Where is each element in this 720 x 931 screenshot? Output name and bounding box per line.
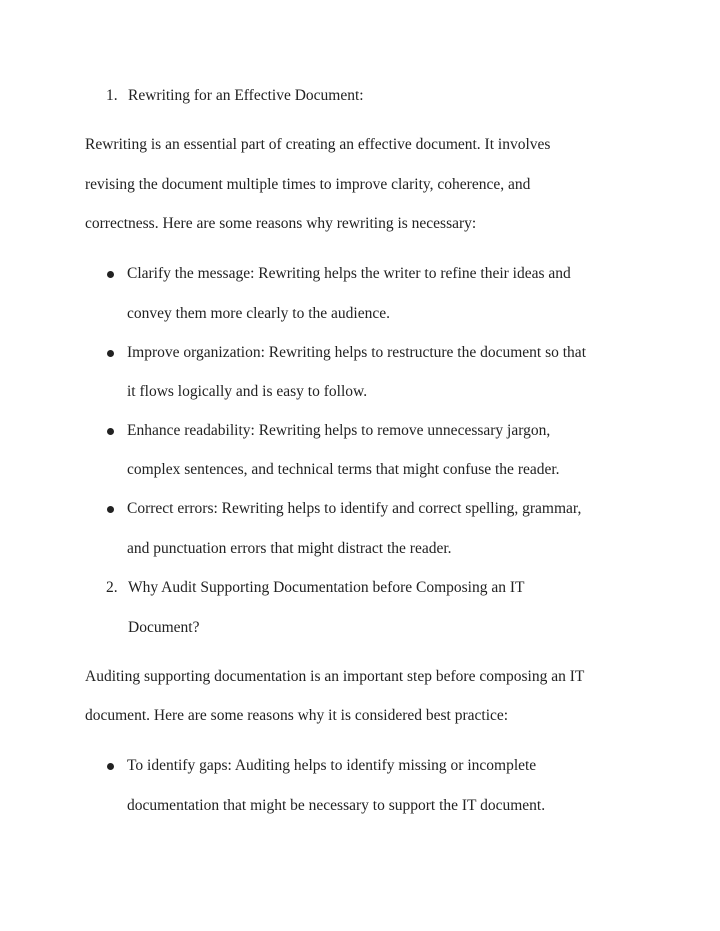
bullet-text-line: convey them more clearly to the audience. <box>127 305 390 322</box>
bullet-text-line: Enhance readability: Rewriting helps to remove unnecessary jargon, <box>127 422 551 439</box>
bullet-text-line: Improve organization: Rewriting helps to restructure the document so that <box>127 344 586 361</box>
section-1-number: 1. <box>106 87 118 104</box>
bullet-text-line: and punctuation errors that might distract the reader. <box>127 540 452 557</box>
bullet-text-line: To identify gaps: Auditing helps to identify missing or incomplete <box>127 757 537 774</box>
section-1-paragraph-line: Rewriting is an essential part of creating an effective document. It involves <box>85 136 551 153</box>
bullet-icon <box>107 428 114 435</box>
section-2-heading-line: Why Audit Supporting Documentation before Composing an IT <box>128 579 525 596</box>
bullet-icon <box>107 271 114 278</box>
section-1-paragraph-line: revising the document multiple times to improve clarity, coherence, and <box>85 176 531 193</box>
section-2-number: 2. <box>106 579 118 596</box>
section-2-paragraph-line: Auditing supporting documentation is an important step before composing an IT <box>85 668 585 685</box>
bullet-text-line: Clarify the message: Rewriting helps the writer to refine their ideas and <box>127 265 571 282</box>
bullet-icon <box>107 763 114 770</box>
section-1-paragraph-line: correctness. Here are some reasons why rewriting is necessary: <box>85 215 477 232</box>
section-2-heading-line: Document? <box>128 619 200 636</box>
bullet-text-line: documentation that might be necessary to support the IT document. <box>127 797 546 814</box>
bullet-icon <box>107 506 114 513</box>
section-1-heading: Rewriting for an Effective Document: <box>128 87 364 104</box>
bullet-text-line: Correct errors: Rewriting helps to identify and correct spelling, grammar, <box>127 500 582 517</box>
bullet-text-line: complex sentences, and technical terms that might confuse the reader. <box>127 461 560 478</box>
section-2-paragraph-line: document. Here are some reasons why it is considered best practice: <box>85 707 509 724</box>
bullet-text-line: it flows logically and is easy to follow. <box>127 383 368 400</box>
bullet-icon <box>107 350 114 357</box>
